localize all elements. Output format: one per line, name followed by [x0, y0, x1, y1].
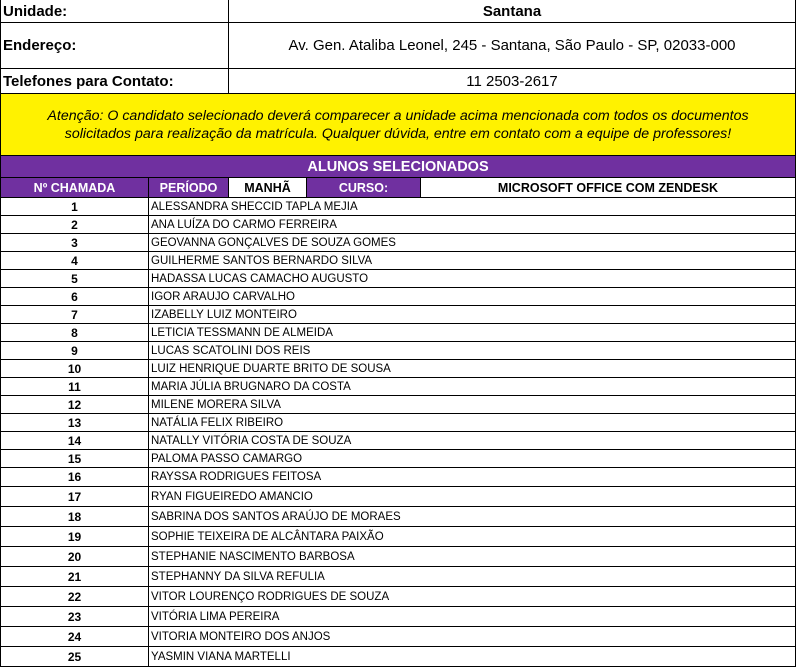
- student-number: 10: [1, 360, 149, 377]
- table-row: [1, 487, 795, 507]
- student-number: 23: [1, 607, 149, 626]
- endereco-label: Endereço:: [1, 23, 229, 68]
- table-row: [1, 252, 795, 270]
- student-name: SOPHIE TEIXEIRA DE ALCÂNTARA PAIXÃO: [151, 530, 384, 543]
- table-row: [1, 627, 795, 647]
- table-row: [1, 396, 795, 414]
- student-name: MILENE MORERA SILVA: [151, 398, 281, 411]
- curso-header: CURSO:: [307, 178, 421, 197]
- student-name: NATÁLIA FELIX RIBEIRO: [151, 416, 284, 429]
- table-row: [1, 324, 795, 342]
- table-row: [1, 306, 795, 324]
- unidade-label: Unidade:: [1, 0, 229, 22]
- table-row: [1, 450, 795, 468]
- student-number: 5: [1, 270, 149, 287]
- student-name: VITOR LOURENÇO RODRIGUES DE SOUZA: [151, 590, 390, 603]
- table-row: [1, 288, 795, 306]
- table-row: [1, 527, 795, 547]
- student-name: VITORIA MONTEIRO DOS ANJOS: [151, 630, 331, 643]
- student-name: IGOR ARAUJO CARVALHO: [151, 290, 295, 303]
- table-row: [1, 342, 795, 360]
- student-name: STEPHANNY DA SILVA REFULIA: [151, 570, 325, 583]
- student-name: PALOMA PASSO CAMARGO: [151, 452, 303, 465]
- table-row: [1, 378, 795, 396]
- student-number: 12: [1, 396, 149, 413]
- student-name: NATALLY VITÓRIA COSTA DE SOUZA: [151, 434, 352, 447]
- student-number: 15: [1, 450, 149, 467]
- student-number: 3: [1, 234, 149, 251]
- student-number: 25: [1, 647, 149, 666]
- chamada-header: Nº CHAMADA: [1, 178, 149, 197]
- student-number: 7: [1, 306, 149, 323]
- endereco-row: [0, 23, 795, 69]
- table-row: [1, 270, 795, 288]
- student-number: 1: [1, 198, 149, 215]
- table-row: [1, 607, 795, 627]
- student-number: 13: [1, 414, 149, 431]
- list-header-row: [0, 178, 795, 198]
- table-row: [1, 468, 795, 487]
- student-name: IZABELLY LUIZ MONTEIRO: [151, 308, 297, 321]
- student-name: LETICIA TESSMANN DE ALMEIDA: [151, 326, 333, 339]
- student-number: 2: [1, 216, 149, 233]
- student-number: 4: [1, 252, 149, 269]
- student-number: 17: [1, 487, 149, 506]
- student-name: GEOVANNA GONÇALVES DE SOUZA GOMES: [151, 236, 396, 249]
- student-number: 11: [1, 378, 149, 395]
- student-number: 16: [1, 468, 149, 486]
- student-name: LUCAS SCATOLINI DOS REIS: [151, 344, 311, 357]
- table-row: [1, 234, 795, 252]
- section-title: ALUNOS SELECIONADOS: [0, 156, 795, 178]
- table-row: [1, 198, 795, 216]
- table-row: [1, 414, 795, 432]
- student-name: HADASSA LUCAS CAMACHO AUGUSTO: [151, 272, 369, 285]
- student-number: 8: [1, 324, 149, 341]
- student-name: STEPHANIE NASCIMENTO BARBOSA: [151, 550, 355, 563]
- student-name: YASMIN VIANA MARTELLI: [151, 650, 291, 663]
- student-number: 9: [1, 342, 149, 359]
- curso-value: MICROSOFT OFFICE COM ZENDESK: [421, 178, 795, 197]
- table-row: [1, 647, 795, 667]
- student-name: ALESSANDRA SHECCID TAPLA MEJIA: [151, 200, 358, 213]
- unidade-row: [0, 0, 795, 23]
- telefones-row: [0, 69, 795, 94]
- notice-line-2: solicitados para realização da matrícula. Qualquer dúvida, entre em contato com a equipe de professores!: [64, 125, 732, 142]
- student-name: SABRINA DOS SANTOS ARAÚJO DE MORAES: [151, 510, 401, 523]
- telefones-value: 11 2503-2617: [466, 72, 558, 90]
- student-name: ANA LUÍZA DO CARMO FERREIRA: [151, 218, 337, 231]
- student-number: 20: [1, 547, 149, 566]
- attention-notice: [0, 94, 795, 156]
- table-row: [1, 547, 795, 567]
- student-name: RAYSSA RODRIGUES FEITOSA: [151, 471, 322, 483]
- table-row: [1, 216, 795, 234]
- table-row: [1, 360, 795, 378]
- table-row: [1, 587, 795, 607]
- student-number: 18: [1, 507, 149, 526]
- table-row: [1, 432, 795, 450]
- table-row: [1, 507, 795, 527]
- student-name: MARIA JÚLIA BRUGNARO DA COSTA: [151, 380, 351, 393]
- student-number: 14: [1, 432, 149, 449]
- periodo-value: MANHÃ: [229, 178, 307, 197]
- student-number: 21: [1, 567, 149, 586]
- student-name: LUIZ HENRIQUE DUARTE BRITO DE SOUSA: [151, 362, 391, 375]
- student-number: 22: [1, 587, 149, 606]
- notice-line-1: Atenção: O candidato selecionado deverá comparecer a unidade acima mencionada com todos os documentos: [47, 107, 749, 124]
- student-name: RYAN FIGUEIREDO AMANCIO: [151, 490, 313, 503]
- student-number: 19: [1, 527, 149, 546]
- student-name: VITÓRIA LIMA PEREIRA: [151, 610, 280, 623]
- telefones-label: Telefones para Contato:: [1, 69, 229, 93]
- periodo-header: PERÍODO: [149, 178, 229, 197]
- student-list: [0, 198, 795, 667]
- unidade-value: Santana: [482, 2, 542, 20]
- student-name: GUILHERME SANTOS BERNARDO SILVA: [151, 254, 373, 267]
- endereco-value: Av. Gen. Ataliba Leonel, 245 - Santana, São Paulo - SP, 02033-000: [288, 37, 736, 54]
- student-number: 24: [1, 627, 149, 646]
- student-number: 6: [1, 288, 149, 305]
- table-row: [1, 567, 795, 587]
